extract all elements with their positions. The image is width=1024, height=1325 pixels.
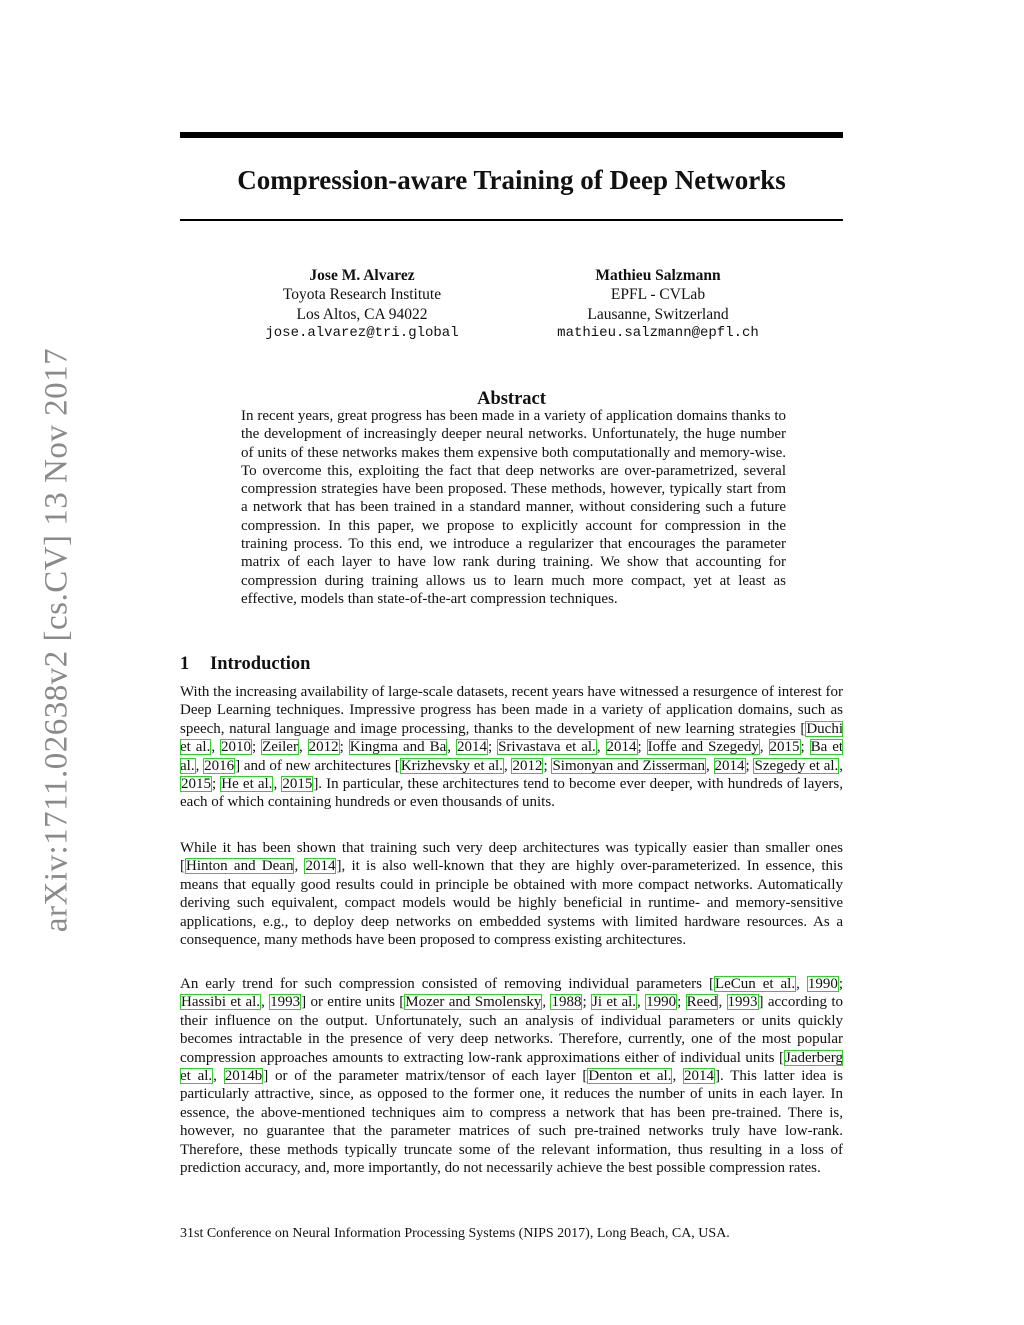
paragraph-text: , <box>195 757 204 774</box>
paragraph-text: , <box>294 858 305 875</box>
abstract-text: In recent years, great progress has been made in a variety of application domains thanks to the development of increasingly deeper neural networks. Unfortunately, the huge number of units of these networks makes them expensive both computationally and memory-wise. To overcome this, exploiting the fact that deep networks are over-parametrized, several compression strategies have been proposed. These methods, however, typically start from a network that has been trained in a standard manner, without considering such a future compression. In this paper, we propose to explicitly account for compression in the training process. To this end, we introduce a regularizer that encourages the parameter matrix of each layer to have low rank during training. We show that accounting for compression during training allows us to learn much more compact, yet at least as effective, models than state-of-the-art compression techniques. <box>241 408 786 607</box>
paper-title: Compression-aware Training of Deep Networks <box>237 165 786 195</box>
paragraph-text: , <box>542 994 551 1011</box>
author-name: Mathieu Salzmann <box>595 267 721 284</box>
paragraph-text: ; <box>745 757 754 774</box>
citation-link[interactable]: Krizhevsky et al. <box>400 757 503 774</box>
citation-link[interactable]: Kingma and Ba <box>349 739 447 756</box>
paragraph-text: ; <box>582 994 591 1011</box>
conference-footnote: 31st Conference on Neural Information Processing Systems (NIPS 2017), Long Beach, CA, USA. <box>180 1226 730 1241</box>
paragraph-text: With the increasing availability of large-scale datasets, recent years have witnessed a resurgence of interest for Deep Learning techniques. Impressive progress has been made in a variety of application domains, such as speech, natural language and image processing, thanks to the development of new learning strategies [ <box>180 684 843 737</box>
citation-link[interactable]: 2016 <box>204 757 235 774</box>
paragraph-text: , <box>596 739 606 756</box>
section-title: Introduction <box>210 654 311 674</box>
citation-link[interactable]: 2014 <box>683 1068 714 1085</box>
citation-link[interactable]: 2014 <box>606 739 637 756</box>
citation-link[interactable]: 1993 <box>270 994 301 1011</box>
citation-link[interactable]: Ji et al. <box>591 994 637 1011</box>
paragraph-text: ]. In particular, these architectures tend to become ever deeper, with hundreds of layers, each of which containing hundreds or even thousands of units. <box>180 776 843 811</box>
paragraph-text: ], it is also well-known that they are highly over-parameterized. In essence, this means that equally good results could in principle be obtained with more compact networks. Automatically deriving such equivalent, compact models would be highly beneficial in runtime- and memory-sensitive applications, e.g., to deploy deep networks on embedded systems with limited hardware resources. As a consequence, many methods have been proposed to compress existing architectures. <box>180 858 844 949</box>
citation-link[interactable]: Ioffe and Szegedy <box>647 739 759 756</box>
title-top-rule <box>180 132 843 138</box>
paragraph-text: , <box>705 757 714 774</box>
author-block-1 <box>212 266 512 343</box>
intro-paragraph <box>180 683 843 812</box>
paragraph-text: , <box>796 976 807 992</box>
paragraph-text: , <box>637 994 646 1011</box>
citation-link[interactable]: Duchi et al. <box>180 720 843 756</box>
citation-link[interactable]: Jaderberg et al. <box>180 1049 843 1085</box>
citation-link[interactable]: 2015 <box>282 776 313 793</box>
author-email[interactable]: mathieu.salzmann@epfl.ch <box>557 324 759 341</box>
citation-link[interactable]: Hassibi et al. <box>181 994 261 1011</box>
citation-link[interactable]: 2012 <box>512 757 543 774</box>
author-affiliation: Toyota Research Institute <box>282 286 442 304</box>
paragraph-text: ; <box>677 994 686 1011</box>
paragraph-text: , <box>839 757 844 774</box>
paragraph-text: , <box>672 1068 683 1085</box>
arxiv-identifier-stamp: arXiv:1711.02638v2 [cs.CV] 13 Nov 2017 <box>38 347 75 933</box>
paragraph-text: ; <box>838 976 843 992</box>
citation-link[interactable]: 1990 <box>807 976 838 992</box>
paragraph-text: ; <box>252 739 262 756</box>
citation-link[interactable]: Reed <box>686 994 718 1011</box>
paragraph-text: ; <box>637 739 647 756</box>
paragraph-text: ]. This latter idea is particularly attractive, since, as opposed to the former one, it reduces the number of units in each layer. In essence, the above-mentioned techniques aim to compress a network that has been pre-trained. There is, however, no guarantee that the parameter matrices of such pre-trained networks truly have low-rank. Therefore, these methods typically truncate some of the relevant information, thus resulting in a loss of prediction accuracy, and, more importantly, do not necessarily achieve the best possible compression rates. <box>180 1068 844 1177</box>
paragraph-text: ] and of new architectures [ <box>235 757 400 774</box>
citation-link[interactable]: Simonyan and Zisserman <box>552 757 705 774</box>
paragraph-text: , <box>261 994 270 1011</box>
section-heading <box>180 652 310 676</box>
paragraph-text: , <box>273 776 282 793</box>
abstract-heading: Abstract <box>477 389 546 409</box>
paragraph-text: ] or of the parameter matrix/tensor of each layer [ <box>263 1068 588 1085</box>
paragraph-text: ; <box>339 739 349 756</box>
paragraph-text: , <box>298 739 308 756</box>
citation-link[interactable]: 2014b <box>224 1068 263 1085</box>
paragraph-text: An early trend for such compression consisted of removing individual parameters [ <box>180 976 714 992</box>
author-location: Los Altos, CA 94022 <box>296 305 428 323</box>
citation-link[interactable]: 2014 <box>305 858 336 875</box>
paragraph-text: , <box>211 739 221 756</box>
citation-link[interactable]: LeCun et al. <box>714 976 796 992</box>
title-bottom-rule <box>180 219 843 221</box>
citation-link[interactable]: 2014 <box>456 739 487 756</box>
citation-link[interactable]: Mozer and Smolensky <box>405 994 542 1011</box>
paragraph-text: ; <box>543 757 552 774</box>
citation-link[interactable]: 2014 <box>714 757 745 774</box>
citation-link[interactable]: Denton et al. <box>588 1068 672 1085</box>
paragraph-text: , <box>447 739 456 756</box>
paragraph-text: , <box>503 757 512 774</box>
citation-link[interactable]: 1993 <box>727 994 758 1011</box>
paragraph-text: ; <box>212 776 221 793</box>
citation-link[interactable]: Zeiler <box>262 739 298 756</box>
paragraph-text: ; <box>800 739 810 756</box>
author-email[interactable]: jose.alvarez@tri.global <box>265 324 459 341</box>
paragraph-text: , <box>213 1068 224 1085</box>
citation-link[interactable]: 1988 <box>551 994 582 1011</box>
citation-link[interactable]: Szegedy et al. <box>754 757 839 774</box>
intro-paragraph <box>180 839 843 949</box>
citation-link[interactable]: 1990 <box>646 994 677 1011</box>
paragraph-text: ] according to their influence on the output. Unfortunately, such an analysis of individual parameters or units quickly becomes intractable in the presence of very deep networks. Therefore, currently, one of the most popular compression approaches amounts to extracting low-rank approximations either of individual units [ <box>180 994 843 1066</box>
citation-link[interactable]: 2015 <box>769 739 800 756</box>
section-number: 1 <box>180 654 190 674</box>
citation-link[interactable]: 2010 <box>221 739 252 756</box>
paragraph-text: , <box>718 994 727 1011</box>
author-affiliation: EPFL - CVLab <box>610 286 706 304</box>
paragraph-text: While it has been shown that training such very deep architectures was typically easier than smaller ones [ <box>180 840 843 875</box>
citation-link[interactable]: Ba et al. <box>180 739 844 774</box>
citation-link[interactable]: 2015 <box>181 776 211 793</box>
citation-link[interactable]: Srivastava et al. <box>498 739 596 756</box>
author-location: Lausanne, Switzerland <box>587 305 729 323</box>
intro-paragraph <box>180 975 843 1177</box>
paragraph-text: , <box>759 739 769 756</box>
author-block-2 <box>508 266 808 343</box>
paragraph-text: ; <box>487 739 498 756</box>
citation-link[interactable]: Hinton and Dean <box>186 858 294 875</box>
citation-link[interactable]: 2012 <box>308 739 339 756</box>
citation-link[interactable]: He et al. <box>221 776 273 793</box>
paragraph-text: ] or entire units [ <box>301 994 405 1011</box>
author-name: Jose M. Alvarez <box>309 267 415 284</box>
